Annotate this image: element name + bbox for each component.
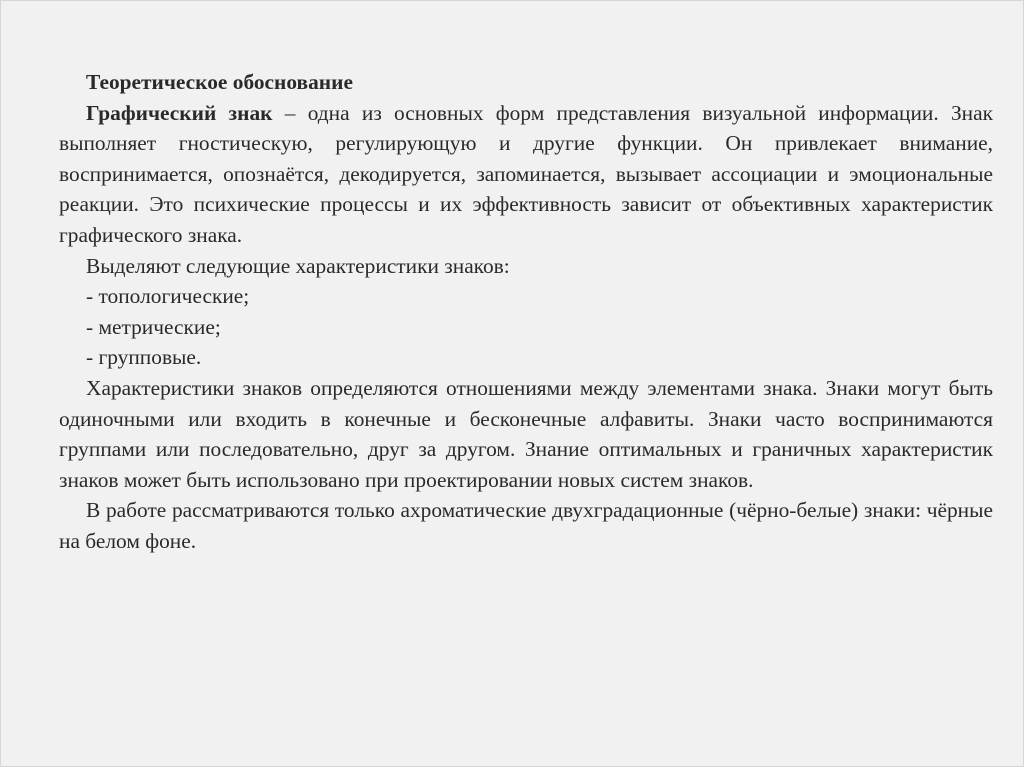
- intro-text: – одна из основных форм представления визуальной информации. Знак выполняет гностическую, регулирующую и другие функции. Он привлекает внимание, воспринимается, опознаётся, декодируется, запоминается, вызывает ассоциации и эмоциональные реакции. Это психические процессы и их эффективность зависит от объективных характеристик графического знака.: [59, 100, 993, 247]
- intro-term: Графический знак: [86, 100, 273, 125]
- characteristics-paragraph: Характеристики знаков определяются отношениями между элементами знака. Знаки могут быть одиночными или входить в конечные и бесконечные алфавиты. Знаки часто воспринимаются группами или последовательно, друг за другом. Знание оптимальных и граничных характеристик знаков может быть использовано при проектировании новых систем знаков.: [59, 375, 993, 492]
- list-intro: Выделяют следующие характеристики знаков:: [86, 253, 510, 278]
- section-heading: Теоретическое обоснование: [86, 70, 353, 94]
- list-item-group: - групповые.: [86, 345, 202, 370]
- intro-paragraph: [59, 98, 993, 251]
- scope-paragraph: В работе рассматриваются только ахроматические двухградационные (чёрно-белые) знаки: чёрные на белом фоне.: [59, 498, 993, 553]
- list-item-metric: - метрические;: [86, 314, 221, 339]
- slide-text-body: [59, 67, 993, 557]
- list-item-topological: - топологические;: [86, 284, 250, 309]
